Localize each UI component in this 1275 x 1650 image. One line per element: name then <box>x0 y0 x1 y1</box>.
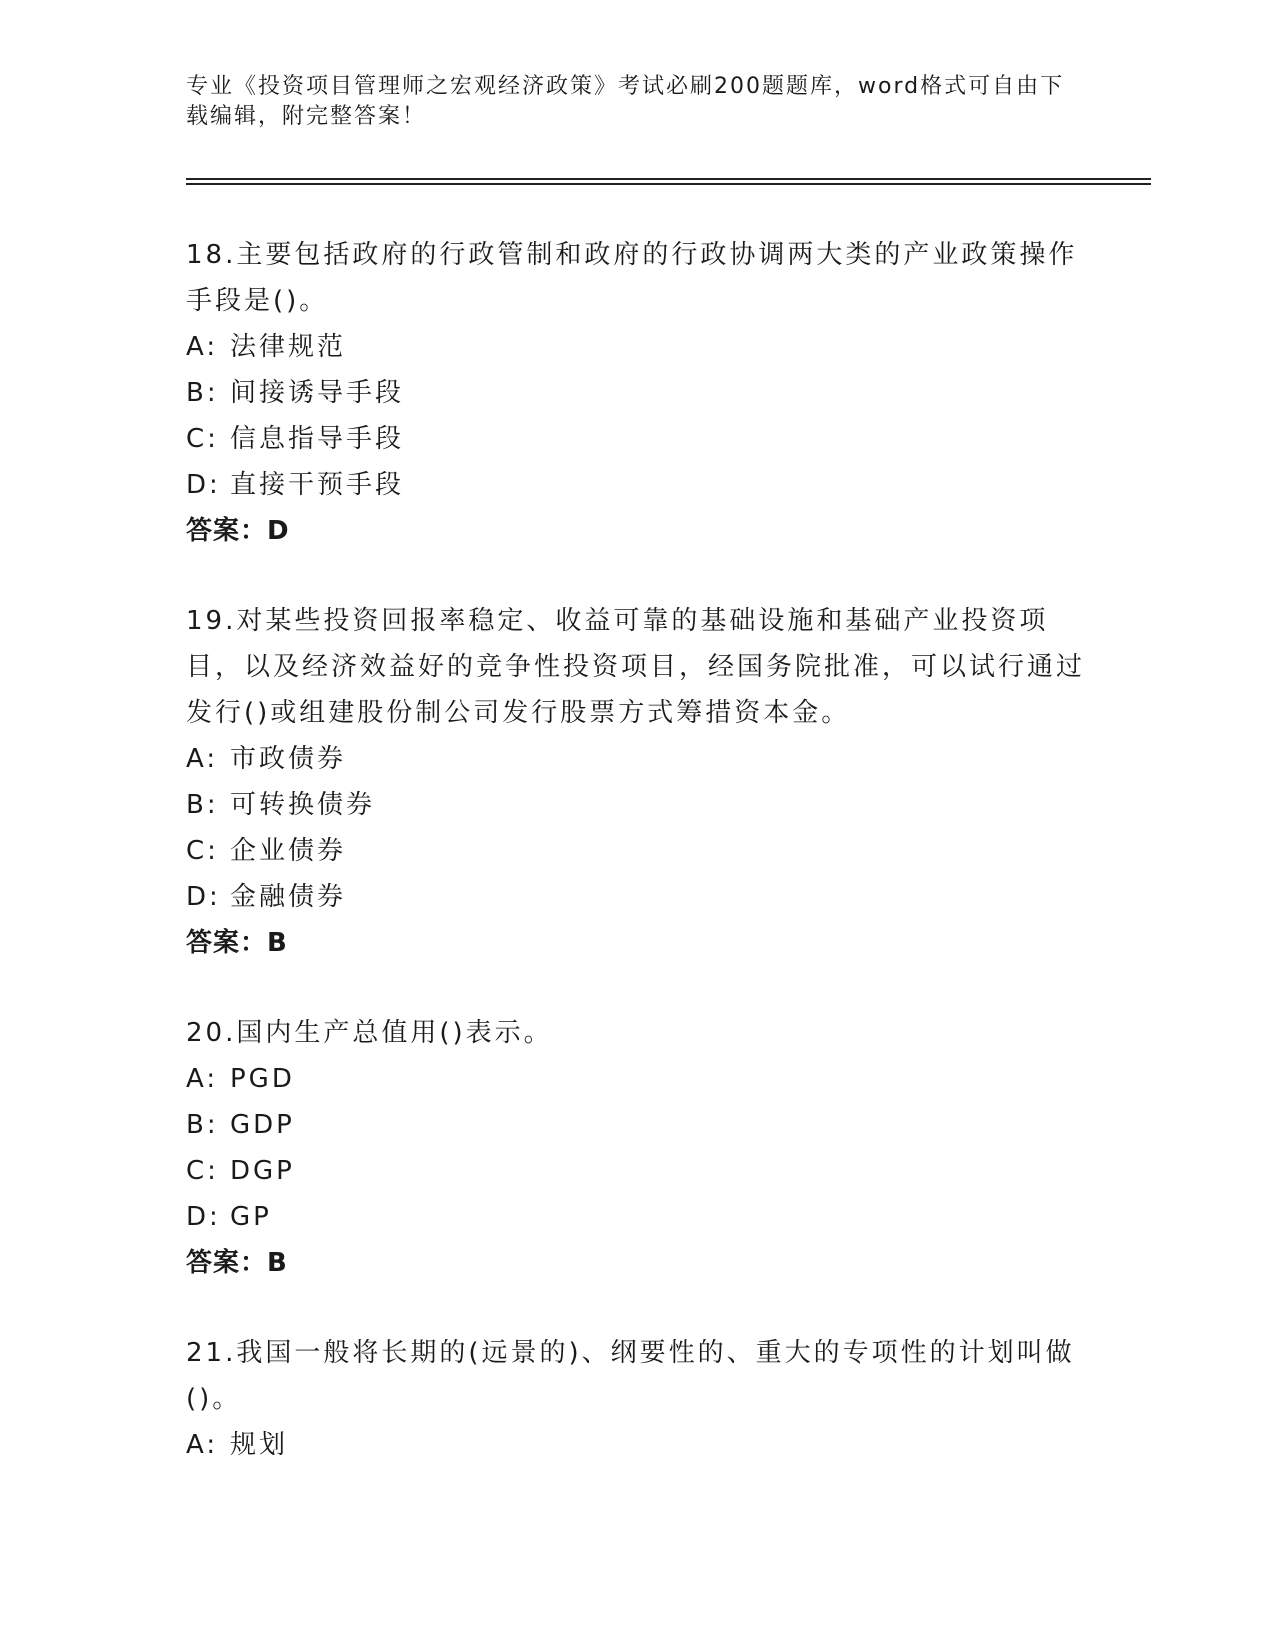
option-key: C: <box>186 1156 219 1186</box>
option-key: D: <box>186 882 221 912</box>
option-a <box>186 324 1086 370</box>
option-key: C: <box>186 836 219 866</box>
option-text: 信息指导手段 <box>230 424 405 454</box>
option-text: PGD <box>230 1064 295 1094</box>
option-key: B: <box>186 790 219 820</box>
option-text: GP <box>230 1202 272 1232</box>
option-text: 直接干预手段 <box>230 470 405 500</box>
option-c <box>186 828 1086 874</box>
question-18 <box>186 232 1086 554</box>
option-c <box>186 1148 1086 1194</box>
option-key: B: <box>186 1110 219 1140</box>
answer-line: 答案：D <box>186 516 290 546</box>
option-key: D: <box>186 1202 221 1232</box>
option-a <box>186 736 1086 782</box>
option-key: D: <box>186 470 221 500</box>
option-key: C: <box>186 424 219 454</box>
answer-line: 答案：B <box>186 1248 288 1278</box>
option-a <box>186 1422 1086 1468</box>
question-stem: 19.对某些投资回报率稳定、收益可靠的基础设施和基础产业投资项目，以及经济效益好的竞争性投资项目，经国务院批准，可以试行通过发行()或组建股份制公司发行股票方式筹措资本金。 <box>186 606 1086 728</box>
option-a <box>186 1056 1086 1102</box>
option-text: 法律规范 <box>230 332 347 362</box>
question-20 <box>186 1010 1086 1286</box>
option-text: 市政债券 <box>230 744 347 774</box>
question-21 <box>186 1330 1086 1468</box>
question-stem: 20.国内生产总值用()表示。 <box>186 1018 553 1048</box>
option-d <box>186 1194 1086 1240</box>
option-key: A: <box>186 1064 219 1094</box>
answer-line: 答案：B <box>186 928 288 958</box>
option-text: DGP <box>230 1156 295 1186</box>
option-key: A: <box>186 332 219 362</box>
option-d <box>186 874 1086 920</box>
question-list <box>186 232 1086 1512</box>
option-key: A: <box>186 1430 219 1460</box>
option-b <box>186 782 1086 828</box>
option-text: 金融债券 <box>230 882 347 912</box>
option-c <box>186 416 1086 462</box>
header-divider-top <box>186 178 1151 180</box>
question-stem: 21.我国一般将长期的(远景的)、纲要性的、重大的专项性的计划叫做()。 <box>186 1338 1075 1414</box>
question-stem: 18.主要包括政府的行政管制和政府的行政协调两大类的产业政策操作手段是()。 <box>186 240 1078 316</box>
option-b <box>186 1102 1086 1148</box>
option-key: A: <box>186 744 219 774</box>
option-key: B: <box>186 378 219 408</box>
header-divider-bottom <box>186 183 1151 185</box>
option-d <box>186 462 1086 508</box>
option-text: 企业债券 <box>230 836 347 866</box>
document-header: 专业《投资项目管理师之宏观经济政策》考试必刷200题题库，word格式可自由下载编辑，附完整答案！ <box>186 74 1065 129</box>
option-text: GDP <box>230 1110 295 1140</box>
option-text: 规划 <box>230 1430 289 1460</box>
option-b <box>186 370 1086 416</box>
option-text: 间接诱导手段 <box>230 378 405 408</box>
option-text: 可转换债券 <box>230 790 376 820</box>
question-19 <box>186 598 1086 966</box>
